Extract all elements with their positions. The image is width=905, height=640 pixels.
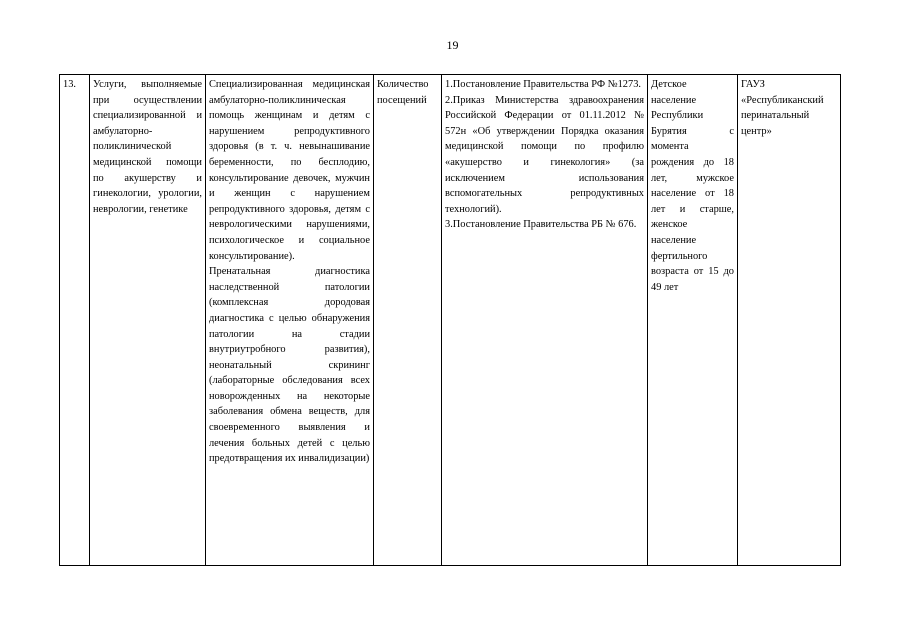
recipients-cell — [648, 75, 738, 566]
provider-cell — [738, 75, 841, 566]
legal-basis-cell — [442, 75, 648, 566]
description-paragraph-2: Пренатальная диагностика наследственной патологии (комплексная дородовая диагностика с целью обнаружения патологии на стадии внутриутробного развития), неонатальный скрининг (лабораторные обследования всех новорожденных на некоторые заболевания обмена веществ, для своевременного выявления и лечения больных детей с целью предотвращения их инвалидизации) — [209, 266, 370, 465]
row-number-cell — [60, 75, 90, 566]
page-number: 19 — [446, 38, 459, 52]
services-table — [59, 74, 841, 566]
legal-basis-2: 2.Приказ Министерства здравоохранения Российской Федерации от 01.11.2012 № 572н «Об утверждении Порядка оказания медицинской помощи по профилю «акушерство и гинекология» (за исключением использования вспомогательных репродуктивных технологий). — [445, 94, 644, 215]
unit-of-measure: Количество посещений — [377, 79, 429, 106]
unit-cell — [374, 75, 442, 566]
description-cell — [206, 75, 374, 566]
legal-basis-3: 3.Постановление Правительства РБ № 676. — [445, 219, 637, 231]
table-row — [60, 75, 841, 566]
recipients: Детское население Республики Бурятия с момента рождения до 18 лет, мужское население от 18 лет и старше, женское население фертильного возраста от 15 до 49 лет — [651, 79, 734, 293]
description-paragraph-1: Специализированная медицинская амбулаторно-поликлиническая помощь женщинам и детям с нарушением репродуктивного здоровья (в т. ч. невынашивание беременности, по бесплодию, консультирование девочек, мужчин и женщин с нарушением репродуктивного здоровья, детям с неврологическими нарушениями, психологическое и социальное консультирование). — [209, 79, 370, 262]
row-number: 13. — [63, 79, 76, 90]
service-cell — [90, 75, 206, 566]
legal-basis-1: 1.Постановление Правительства РФ №1273. — [445, 79, 641, 90]
provider: ГАУЗ «Республиканский перинатальный центр» — [741, 79, 824, 137]
service-name: Услуги, выполняемые при осуществлении специализированной и амбулаторно-поликлинической медицинской помощи по акушерству и гинекологии, урологии, неврологии, генетике — [93, 79, 202, 215]
